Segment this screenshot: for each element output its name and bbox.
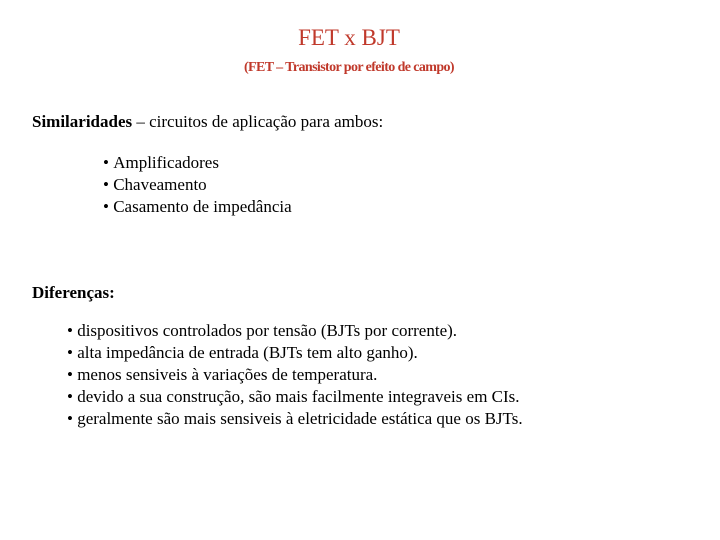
similarities-heading-bold: Similaridades bbox=[32, 112, 133, 131]
similarities-heading bbox=[32, 111, 383, 133]
differences-heading bbox=[32, 282, 115, 304]
differences-list bbox=[67, 320, 523, 430]
list-item: • devido a sua construção, são mais facilmente integraveis em CIs. bbox=[67, 386, 523, 408]
similarities-list bbox=[103, 152, 292, 218]
page-subtitle: (FET – Transistor por efeito de campo) bbox=[243, 60, 454, 75]
list-item: • menos sensiveis à variações de temperatura. bbox=[67, 364, 523, 386]
list-item: • Casamento de impedância bbox=[103, 196, 292, 218]
page-title: FET x BJT bbox=[298, 25, 400, 50]
similarities-heading-rest: – circuitos de aplicação para ambos: bbox=[132, 112, 384, 131]
list-item: • dispositivos controlados por tensão (BJTs por corrente). bbox=[67, 320, 523, 342]
list-item: • geralmente são mais sensiveis à eletricidade estática que os BJTs. bbox=[67, 408, 523, 430]
list-item: • Amplificadores bbox=[103, 152, 292, 174]
differences-heading-bold: Diferenças: bbox=[32, 283, 115, 302]
list-item: • Chaveamento bbox=[103, 174, 292, 196]
list-item: • alta impedância de entrada (BJTs tem alto ganho). bbox=[67, 342, 523, 364]
